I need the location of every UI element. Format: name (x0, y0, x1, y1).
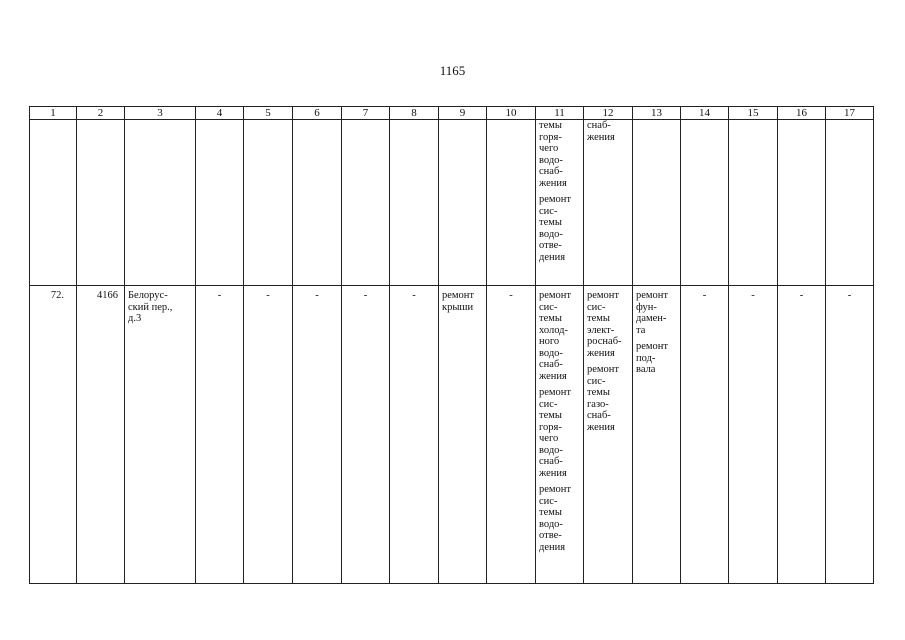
column-number: 11 (536, 107, 584, 120)
column-number-row (30, 107, 874, 120)
work-item-line: ремонт (636, 290, 669, 301)
table-cell (293, 120, 342, 286)
work-item-line: отве- (539, 530, 562, 541)
table-cell (244, 120, 293, 286)
table-row (30, 286, 874, 584)
work-item-line: чего (539, 143, 559, 154)
work-item-line: жения (587, 421, 615, 433)
work-item-line: ного (539, 336, 560, 347)
column-number: 5 (244, 107, 293, 120)
continuation-row (30, 120, 874, 286)
dash-cell: - (681, 286, 729, 584)
work-item-line: роснаб- (587, 336, 622, 347)
work-item-line: снаб- (539, 166, 563, 177)
work-item (539, 484, 580, 553)
table-cell (30, 120, 77, 286)
work-list-cell (584, 286, 633, 584)
work-item-line: водо- (539, 444, 563, 456)
table-cell (633, 120, 681, 286)
table-cell (729, 120, 778, 286)
work-item-line: горя- (539, 131, 562, 143)
work-item-line: жения (539, 467, 567, 479)
work-item-line: ремонт (539, 290, 572, 301)
work-item-line: темы (539, 313, 562, 324)
work-item (539, 387, 580, 479)
table-cell (125, 120, 196, 286)
work-item-line: водо- (539, 518, 563, 530)
work-item-line: ремонт (587, 290, 620, 301)
dash-cell: - (487, 286, 536, 584)
work-item-line: сис- (539, 495, 558, 507)
table-cell (826, 120, 874, 286)
work-item-line: ремонт (587, 364, 620, 375)
work-item (539, 290, 580, 382)
work-item-line: темы (539, 410, 562, 421)
page-number: 1165 (439, 63, 466, 78)
column-number: 15 (729, 107, 778, 120)
work-item-line: ремонт (539, 194, 572, 205)
work-item-line: темы (587, 387, 610, 398)
column-number: 12 (584, 107, 633, 120)
work-item-line: ремонт (539, 387, 572, 398)
work-list-cell (536, 120, 584, 286)
table-cell (778, 120, 826, 286)
work-item-line: элект- (587, 324, 615, 336)
cell-line: Белорус- (128, 290, 168, 301)
work-item-line: та (636, 324, 646, 336)
work-item-line: дения (539, 541, 566, 553)
work-list-cell (633, 286, 681, 584)
column-number: 9 (439, 107, 487, 120)
work-item-line: водо- (539, 347, 563, 359)
work-item-line: отве- (539, 240, 562, 251)
work-item-line: снаб- (587, 120, 611, 131)
column-number: 16 (778, 107, 826, 120)
work-item-line: жения (587, 347, 615, 359)
column-number: 8 (390, 107, 439, 120)
register-table (29, 106, 874, 584)
table-cell (390, 120, 439, 286)
work-item-line: дамен- (636, 313, 667, 324)
work-item-line: темы (587, 313, 610, 324)
row-number: 72. (30, 286, 77, 584)
dash-cell: - (342, 286, 390, 584)
work-item-line: дения (539, 251, 566, 263)
work-item-line: горя- (539, 421, 562, 433)
column-number: 1 (30, 107, 77, 120)
work-item-line: сис- (539, 398, 558, 410)
work-item-line: сис- (539, 301, 558, 313)
work-item-line: снаб- (587, 410, 611, 421)
table-cell (681, 120, 729, 286)
work-item (636, 341, 677, 376)
column-number: 2 (77, 107, 125, 120)
work-item-line: темы (539, 217, 562, 228)
dash-cell: - (778, 286, 826, 584)
work-item-line: темы (539, 120, 562, 131)
work-item-line: водо- (539, 228, 563, 240)
address-cell (125, 286, 196, 584)
work-item (539, 120, 580, 189)
roof-repair-cell (439, 286, 487, 584)
dash-cell: - (293, 286, 342, 584)
work-item (587, 120, 629, 143)
table-cell (196, 120, 244, 286)
column-number: 4 (196, 107, 244, 120)
row-code: 4166 (77, 286, 125, 584)
table-cell (342, 120, 390, 286)
column-number: 7 (342, 107, 390, 120)
work-list-cell (584, 120, 633, 286)
cell-line: ремонт (442, 290, 475, 301)
dash-cell: - (390, 286, 439, 584)
work-item-line: жения (587, 131, 615, 143)
cell-line: д.3 (128, 313, 142, 324)
work-item-line: сис- (587, 301, 606, 313)
column-number: 6 (293, 107, 342, 120)
work-item-line: фун- (636, 301, 657, 313)
dash-cell: - (729, 286, 778, 584)
column-number: 14 (681, 107, 729, 120)
work-item-line: холод- (539, 324, 568, 336)
work-item (636, 290, 677, 336)
work-item-line: снаб- (539, 359, 563, 370)
dash-cell: - (244, 286, 293, 584)
work-item-line: водо- (539, 154, 563, 166)
column-number: 3 (125, 107, 196, 120)
column-number: 17 (826, 107, 874, 120)
column-number: 10 (487, 107, 536, 120)
work-list-cell (536, 286, 584, 584)
table-cell (439, 120, 487, 286)
work-item-line: чего (539, 433, 559, 444)
table-cell (487, 120, 536, 286)
work-item-line: жения (539, 177, 567, 189)
column-number: 13 (633, 107, 681, 120)
dash-cell: - (826, 286, 874, 584)
work-item-line: газо- (587, 398, 609, 410)
work-item-line: снаб- (539, 456, 563, 467)
work-item-line: сис- (539, 205, 558, 217)
work-item-line: ремонт (636, 341, 669, 352)
work-item-line: вала (636, 364, 656, 375)
work-item (587, 290, 629, 359)
cell-line: ский пер., (128, 301, 173, 313)
work-item-line: сис- (587, 375, 606, 387)
work-item (587, 364, 629, 433)
work-item-line: ремонт (539, 484, 572, 495)
work-item-line: жения (539, 370, 567, 382)
cell-line: крыши (442, 301, 474, 313)
work-item (539, 194, 580, 263)
dash-cell: - (196, 286, 244, 584)
table-cell (77, 120, 125, 286)
work-item-line: под- (636, 352, 656, 364)
work-item-line: темы (539, 507, 562, 518)
